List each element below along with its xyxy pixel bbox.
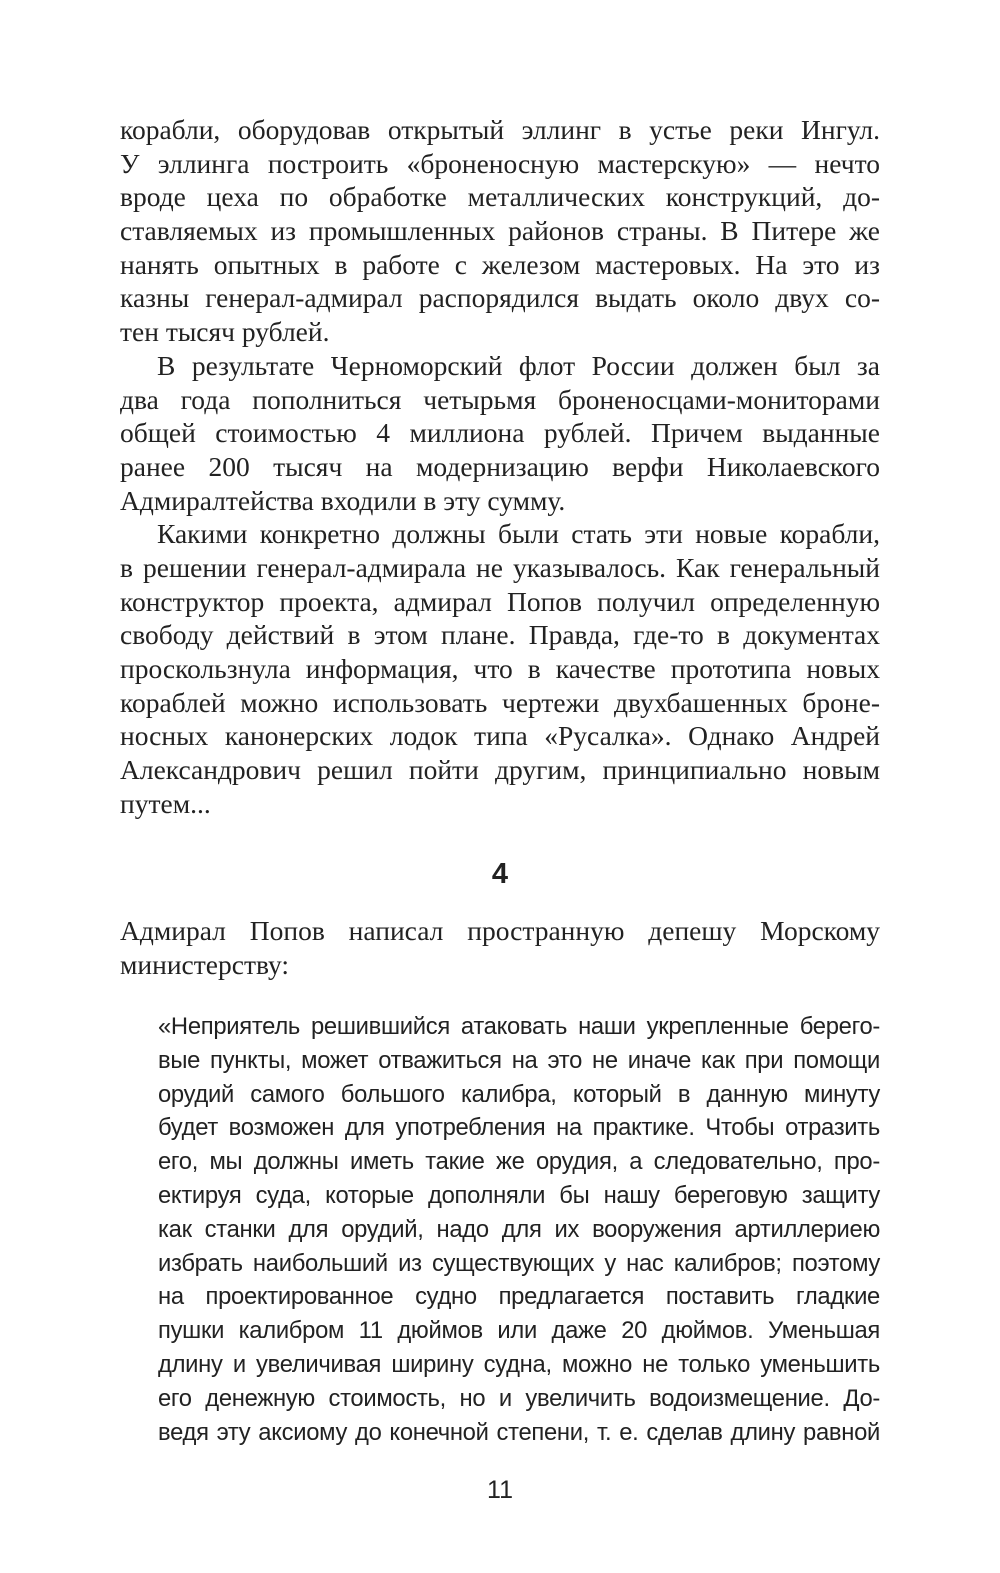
text-line: нанять опытных в работе с железом мастеровых. На это из <box>120 248 880 280</box>
page-number: 11 <box>487 1476 513 1504</box>
text-line: проскользнула информация, что в качестве прототипа новых <box>120 653 880 684</box>
quote-line: «Неприятель решившийся атаковать наши укрепленные берего- <box>158 1013 880 1040</box>
text-line: Какими конкретно должны были стать эти новые корабли, <box>157 518 880 550</box>
body-text-block-1 <box>120 113 880 820</box>
text-line: вроде цеха по обработке металлических конструкций, до- <box>120 181 880 213</box>
text-line: У эллинга построить «броненосную мастерскую» — нечто <box>120 147 880 179</box>
quote-line: его, мы должны иметь такие же орудия, а следовательно, про- <box>158 1148 880 1176</box>
text-line: ставляемых из промышленных районов страны. В Питере же <box>120 215 880 247</box>
quote-line: его денежную стоимость, но и увеличить водоизмещение. До- <box>158 1384 880 1412</box>
quote-line: пушки калибром 11 дюймов или даже 20 дюймов. Уменьшая <box>158 1317 880 1345</box>
text-line: в решении генерал-адмирала не указывалось. Как генеральный <box>120 551 880 583</box>
text-line: тен тысяч рублей. <box>120 316 330 348</box>
quote-line: как станки для орудий, надо для их вооружения артиллериею <box>158 1215 880 1243</box>
text-line: ранее 200 тысяч на модернизацию верфи Николаевского <box>120 450 880 482</box>
text-line: корабли, оборудовав открытый эллинг в устье реки Ингул. <box>120 114 880 145</box>
quote-line: ведя эту аксиому до конечной степени, т. е. сделав длину равной <box>158 1418 880 1446</box>
text-line: конструктор проекта, адмирал Попов получил определенную <box>120 585 880 617</box>
text-line: кораблей можно использовать чертежи двухбашенных броне- <box>120 686 880 718</box>
text-line: Александрович решил пойти другим, принципиально новым <box>120 754 880 786</box>
text-line: В результате Черноморский флот России должен был за <box>157 349 880 381</box>
text-line: Адмирал Попов написал пространную депешу Морскому <box>120 915 880 946</box>
chapter-heading: 4 <box>491 858 509 890</box>
text-line: казны генерал-адмирал распорядился выдать около двух со- <box>120 282 880 314</box>
quote-line: избрать наибольший из существующих у нас калибров; поэтому <box>158 1249 880 1277</box>
quote-line: будет возможен для употребления на практике. Чтобы отразить <box>158 1114 880 1142</box>
quote-line: на проектированное судно предлагается поставить гладкие <box>158 1283 880 1311</box>
quote-line: длину и увеличивая ширину судна, можно не только уменьшить <box>158 1350 880 1378</box>
quote-line: вые пункты, может отважиться на это не иначе как при помощи <box>158 1046 880 1074</box>
text-line: два года пополниться четырьмя броненосцами-мониторами <box>120 383 880 415</box>
quote-line: ектируя суда, которые дополняли бы нашу береговую защиту <box>158 1181 880 1209</box>
text-line: Адмиралтейства входили в эту сумму. <box>120 484 566 516</box>
text-line: свободу действий в этом плане. Правда, где-то в документах <box>120 619 880 651</box>
quotation-block <box>158 1010 880 1449</box>
body-text-block-2 <box>120 914 880 981</box>
text-line: носных канонерских лодок типа «Русалка». Однако Андрей <box>120 720 880 752</box>
text-line: общей стоимостью 4 миллиона рублей. Причем выданные <box>120 417 880 449</box>
text-line: путем... <box>120 787 211 819</box>
text-line: министерству: <box>120 948 290 980</box>
quote-line: орудий самого большого калибра, который в данную минуту <box>158 1080 880 1108</box>
